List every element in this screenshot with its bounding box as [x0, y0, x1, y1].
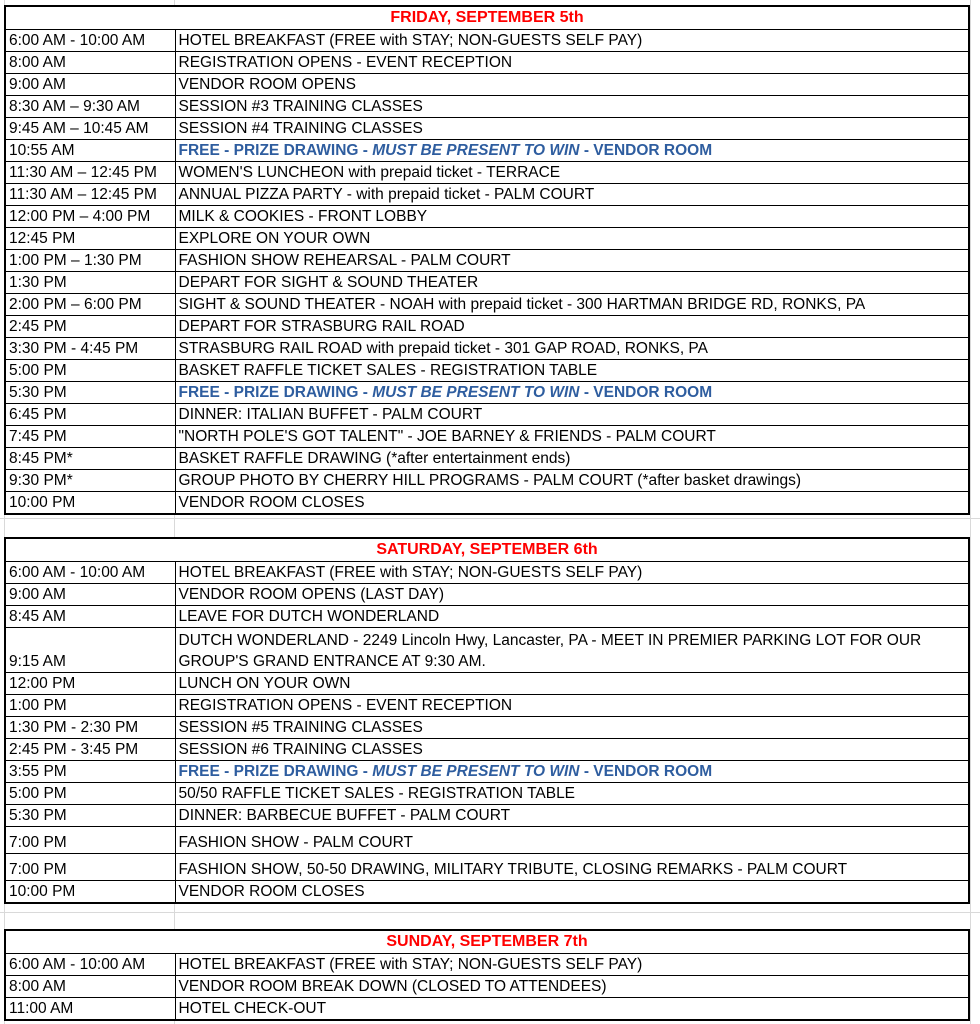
table-row [5, 30, 969, 52]
table-row [5, 96, 969, 118]
event-cell: SESSION #6 TRAINING CLASSES [175, 739, 969, 761]
table-row [5, 739, 969, 761]
event-cell: HOTEL BREAKFAST (FREE with STAY; NON-GUESTS SELF PAY) [175, 954, 969, 976]
sunday-schedule-table [4, 929, 970, 1021]
time-cell: 11:30 AM – 12:45 PM [5, 162, 175, 184]
table-row [5, 717, 969, 739]
prize-drawing-cell [175, 140, 969, 162]
time-cell: 7:45 PM [5, 426, 175, 448]
table-row [5, 250, 969, 272]
time-cell: 8:00 AM [5, 52, 175, 74]
table-row [5, 695, 969, 717]
event-cell: MILK & COOKIES - FRONT LOBBY [175, 206, 969, 228]
prize-drawing-cell [175, 761, 969, 783]
table-row [5, 998, 969, 1021]
event-cell: SIGHT & SOUND THEATER - NOAH with prepaid ticket - 300 HARTMAN BRIDGE RD, RONKS, PA [175, 294, 969, 316]
gridline-row [0, 518, 980, 519]
table-row [5, 338, 969, 360]
time-cell: 12:45 PM [5, 228, 175, 250]
event-cell: DEPART FOR STRASBURG RAIL ROAD [175, 316, 969, 338]
table-row [5, 382, 969, 404]
table-row [5, 448, 969, 470]
event-cell: REGISTRATION OPENS - EVENT RECEPTION [175, 52, 969, 74]
time-cell: 8:45 PM* [5, 448, 175, 470]
table-row [5, 470, 969, 492]
time-cell: 8:30 AM – 9:30 AM [5, 96, 175, 118]
table-row [5, 184, 969, 206]
table-row [5, 976, 969, 998]
event-cell: STRASBURG RAIL ROAD with prepaid ticket - 301 GAP ROAD, RONKS, PA [175, 338, 969, 360]
time-cell: 6:00 AM - 10:00 AM [5, 562, 175, 584]
event-cell: DINNER: ITALIAN BUFFET - PALM COURT [175, 404, 969, 426]
time-cell: 6:00 AM - 10:00 AM [5, 30, 175, 52]
event-cell: FASHION SHOW, 50-50 DRAWING, MILITARY TRIBUTE, CLOSING REMARKS - PALM COURT [175, 854, 969, 881]
event-cell: LUNCH ON YOUR OWN [175, 673, 969, 695]
time-cell: 12:00 PM – 4:00 PM [5, 206, 175, 228]
table-row [5, 74, 969, 96]
event-cell: DINNER: BARBECUE BUFFET - PALM COURT [175, 805, 969, 827]
time-cell: 9:00 AM [5, 74, 175, 96]
event-cell: VENDOR ROOM CLOSES [175, 881, 969, 904]
time-cell: 5:00 PM [5, 360, 175, 382]
table-row [5, 584, 969, 606]
time-cell: 1:30 PM [5, 272, 175, 294]
table-row [5, 316, 969, 338]
table-row [5, 783, 969, 805]
time-cell: 1:00 PM – 1:30 PM [5, 250, 175, 272]
table-row [5, 162, 969, 184]
table-row [5, 228, 969, 250]
sunday-header: SUNDAY, SEPTEMBER 7th [5, 930, 969, 954]
time-cell: 1:30 PM - 2:30 PM [5, 717, 175, 739]
event-cell: WOMEN'S LUNCHEON with prepaid ticket - TERRACE [175, 162, 969, 184]
time-cell: 11:00 AM [5, 998, 175, 1021]
time-cell: 2:45 PM [5, 316, 175, 338]
table-row [5, 628, 969, 673]
time-cell: 3:30 PM - 4:45 PM [5, 338, 175, 360]
table-row [5, 140, 969, 162]
event-cell: FASHION SHOW - PALM COURT [175, 827, 969, 854]
time-cell: 2:45 PM - 3:45 PM [5, 739, 175, 761]
table-row [5, 118, 969, 140]
time-cell: 2:00 PM – 6:00 PM [5, 294, 175, 316]
table-row [5, 52, 969, 74]
event-cell: VENDOR ROOM CLOSES [175, 492, 969, 515]
prize-drawing-text: FREE - PRIZE DRAWING - [178, 763, 373, 780]
gridline-row [0, 912, 980, 913]
saturday-header: SATURDAY, SEPTEMBER 6th [5, 538, 969, 562]
event-cell: VENDOR ROOM OPENS (LAST DAY) [175, 584, 969, 606]
time-cell: 1:00 PM [5, 695, 175, 717]
table-row [5, 360, 969, 382]
table-row [5, 492, 969, 515]
table-row [5, 805, 969, 827]
prize-drawing-emphasis: MUST BE PRESENT TO WIN [372, 384, 580, 401]
time-cell: 9:45 AM – 10:45 AM [5, 118, 175, 140]
sunday-header-row [5, 930, 969, 954]
table-row [5, 272, 969, 294]
prize-drawing-location: - VENDOR ROOM [579, 763, 713, 780]
event-cell: DUTCH WONDERLAND - 2249 Lincoln Hwy, Lancaster, PA - MEET IN PREMIER PARKING LOT FOR OUR GROUP'S GRAND ENTRANCE AT 9:30 AM. [175, 628, 969, 673]
table-row [5, 294, 969, 316]
time-cell: 8:45 AM [5, 606, 175, 628]
table-row [5, 854, 969, 881]
event-cell: SESSION #4 TRAINING CLASSES [175, 118, 969, 140]
time-cell: 7:00 PM [5, 854, 175, 881]
event-cell: DEPART FOR SIGHT & SOUND THEATER [175, 272, 969, 294]
friday-schedule-table [4, 5, 970, 515]
table-row [5, 881, 969, 904]
time-cell: 6:45 PM [5, 404, 175, 426]
saturday-header-row [5, 538, 969, 562]
time-cell: 9:30 PM* [5, 470, 175, 492]
event-cell: BASKET RAFFLE DRAWING (*after entertainment ends) [175, 448, 969, 470]
event-cell: "NORTH POLE'S GOT TALENT" - JOE BARNEY & FRIENDS - PALM COURT [175, 426, 969, 448]
table-row [5, 606, 969, 628]
friday-header-row [5, 6, 969, 30]
event-cell: GROUP PHOTO BY CHERRY HILL PROGRAMS - PALM COURT (*after basket drawings) [175, 470, 969, 492]
time-cell: 12:00 PM [5, 673, 175, 695]
time-cell: 9:00 AM [5, 584, 175, 606]
table-row [5, 426, 969, 448]
prize-drawing-location: - VENDOR ROOM [579, 142, 713, 159]
prize-drawing-text: FREE - PRIZE DRAWING - [178, 384, 373, 401]
time-cell: 8:00 AM [5, 976, 175, 998]
event-cell: FASHION SHOW REHEARSAL - PALM COURT [175, 250, 969, 272]
table-row [5, 562, 969, 584]
prize-drawing-emphasis: MUST BE PRESENT TO WIN [372, 763, 580, 780]
event-cell: BASKET RAFFLE TICKET SALES - REGISTRATION TABLE [175, 360, 969, 382]
table-row [5, 761, 969, 783]
time-cell: 10:00 PM [5, 492, 175, 515]
prize-drawing-text: FREE - PRIZE DRAWING - [178, 142, 373, 159]
prize-drawing-location: - VENDOR ROOM [579, 384, 713, 401]
time-cell: 7:00 PM [5, 827, 175, 854]
event-cell: HOTEL BREAKFAST (FREE with STAY; NON-GUESTS SELF PAY) [175, 30, 969, 52]
table-row [5, 206, 969, 228]
event-cell: LEAVE FOR DUTCH WONDERLAND [175, 606, 969, 628]
time-cell: 5:00 PM [5, 783, 175, 805]
event-cell: ANNUAL PIZZA PARTY - with prepaid ticket - PALM COURT [175, 184, 969, 206]
table-row [5, 827, 969, 854]
time-cell: 5:30 PM [5, 805, 175, 827]
saturday-schedule-table [4, 537, 970, 904]
table-row [5, 673, 969, 695]
event-cell: SESSION #5 TRAINING CLASSES [175, 717, 969, 739]
time-cell: 3:55 PM [5, 761, 175, 783]
event-cell: HOTEL CHECK-OUT [175, 998, 969, 1021]
event-cell: HOTEL BREAKFAST (FREE with STAY; NON-GUESTS SELF PAY) [175, 562, 969, 584]
event-cell: VENDOR ROOM OPENS [175, 74, 969, 96]
event-cell: EXPLORE ON YOUR OWN [175, 228, 969, 250]
time-cell: 9:15 AM [5, 628, 175, 673]
prize-drawing-cell [175, 382, 969, 404]
event-cell: SESSION #3 TRAINING CLASSES [175, 96, 969, 118]
time-cell: 10:00 PM [5, 881, 175, 904]
time-cell: 10:55 AM [5, 140, 175, 162]
friday-header: FRIDAY, SEPTEMBER 5th [5, 6, 969, 30]
table-row [5, 404, 969, 426]
time-cell: 6:00 AM - 10:00 AM [5, 954, 175, 976]
prize-drawing-emphasis: MUST BE PRESENT TO WIN [372, 142, 580, 159]
event-cell: 50/50 RAFFLE TICKET SALES - REGISTRATION TABLE [175, 783, 969, 805]
event-cell: REGISTRATION OPENS - EVENT RECEPTION [175, 695, 969, 717]
event-cell: VENDOR ROOM BREAK DOWN (CLOSED TO ATTENDEES) [175, 976, 969, 998]
table-row [5, 954, 969, 976]
time-cell: 5:30 PM [5, 382, 175, 404]
time-cell: 11:30 AM – 12:45 PM [5, 184, 175, 206]
gridline-col-c [970, 0, 971, 1024]
